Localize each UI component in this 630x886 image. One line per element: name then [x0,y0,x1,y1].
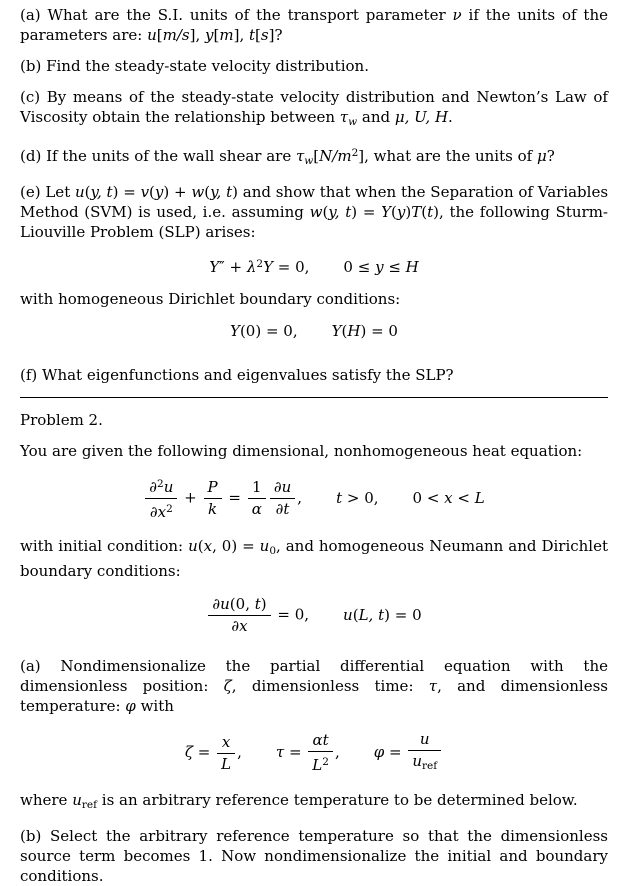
dirichlet-condition [309,606,422,624]
fraction-du0t-dx [208,595,270,636]
problem2-part-b [20,826,608,886]
text-run: u [163,478,174,496]
text-run: x [221,732,231,751]
text-run: , and homogeneous Neumann and Dirichlet boundary conditions: [20,537,609,580]
text-run: ∂t [275,500,290,518]
problem1-part-f [20,365,608,385]
text-run: ) + [163,183,192,201]
text-run: ( [421,203,428,221]
text-run: x [444,488,453,507]
text-run: (e) Let [20,183,75,201]
initial-condition-text [20,536,608,581]
text-run: ∂ [149,478,158,496]
text-run: ( [204,183,211,201]
text-run: , and dimensionless temperature: [20,677,609,715]
text-run: y [375,258,384,276]
problem1-part-e [20,182,608,242]
text-run: = [223,488,246,507]
equation-dirichlet-bc [20,321,608,341]
text-run: u [72,791,82,809]
text-run: Y [381,203,392,221]
condition-space [379,489,485,507]
text-run: w [348,116,358,128]
text-run: ) [405,203,412,221]
equals-operator [224,489,246,507]
problem2-part-a [20,656,608,716]
text-run: u [259,537,270,555]
denominator [145,499,177,522]
denominator [308,752,333,775]
text-run: v [140,183,150,201]
text-run: w [191,183,205,201]
equation-nondimensional-vars [20,730,608,776]
equation-heat [20,475,608,522]
text-run: (0) = 0, [239,322,298,340]
denominator [208,616,270,636]
text-run: Y [230,322,240,340]
text-run: τ [275,743,285,761]
text-run: s [260,26,269,44]
fraction-du-dt [270,478,295,519]
text-run: t [336,488,343,507]
fraction-P-k [204,478,222,519]
text-run: m/s [162,26,190,44]
fraction-alphat-L2 [308,731,333,775]
text-run: ( [197,537,204,555]
text-run: ″ + [219,258,247,276]
fraction-x-L [217,733,235,774]
text-run: ∂x [231,617,248,635]
text-run: ref [422,760,438,772]
text-run: Y [209,258,220,276]
problem2-intro [20,441,608,461]
text-run: w [304,155,314,167]
text-run: + [179,488,202,507]
numerator [145,475,177,499]
text-run: , [297,488,303,507]
text-run: m [219,26,234,44]
text-run: τ [339,108,349,126]
text-run: [ [313,147,320,165]
text-run: ( [391,203,397,221]
problem1-part-a [20,5,608,45]
text-run: ) and show that when the Separation of Variables Method (SVM) is used, i.e. assuming [20,183,609,221]
text-run: u [188,537,198,555]
text-run: μ [536,147,547,165]
text-run: L [221,754,232,773]
text-run: 1 [252,478,262,496]
text-run: τ [295,147,305,165]
tau-lhs [242,743,306,761]
problem1-part-b [20,56,608,76]
fraction-u-uref [408,730,441,776]
text-run: N/m [319,147,352,165]
problem2-heading [20,410,608,430]
text-run: (a) What are the S.I. units of the transport parameter [20,6,453,24]
text-run: φ [373,743,385,761]
text-run: [ [156,26,163,44]
text-run: ref [81,799,97,811]
text-run: y, t [90,183,113,201]
text-run: αt [312,731,329,749]
text-run: = [384,743,407,761]
text-run: H [405,258,419,276]
text-run: y, t [328,203,352,221]
text-run: u [412,752,423,770]
text-run: where [20,791,73,809]
text-run: ]? [268,26,283,44]
text-run: y, t [210,183,233,201]
text-run: , [237,743,242,761]
text-run: x [203,537,213,555]
numerator [308,731,333,752]
text-run: λ [246,258,257,276]
text-run: u [343,605,353,624]
numerator [217,733,235,754]
text-run: ? [546,147,555,165]
text-run: = [193,743,216,761]
text-run: y [205,26,214,44]
text-run: L [474,488,485,507]
text-run: ( [341,322,348,340]
text-run: < [452,488,475,507]
text-run: u [147,26,157,44]
denominator [248,499,266,519]
text-run: 2 [256,258,264,270]
text-run: (c) By means of the steady-state velocity distribution and Newton’s Law of Viscosity obtain the relationship between [20,88,608,126]
text-run: ( [149,183,155,201]
text-run: P [207,478,218,496]
denominator [270,499,295,519]
text-run: ), the following Sturm-Liouville Problem (SLP) arises: [20,203,609,241]
text-run: ) = 0 [360,322,398,340]
text-run: > 0, [342,488,379,507]
text-run: k [208,500,218,518]
plus-operator [179,489,201,507]
equation-neumann-bc [20,595,608,636]
text-run: ≤ [383,258,406,276]
text-run: 2 [322,756,329,768]
text-run: and [357,108,395,126]
condition-time [302,489,378,507]
text-run: ζ [184,743,193,761]
text-run: ], [189,26,206,44]
text-run: , 0) = [212,537,260,555]
text-run: ( [84,183,91,201]
problem1-part-c [20,87,608,132]
text-run: [ [213,26,220,44]
text-run: 2 [157,478,164,490]
text-run: , [334,743,340,761]
text-run: ∂u [273,478,292,496]
numerator [204,478,222,499]
fraction-1-alpha [248,478,266,519]
text-run: ) = [112,183,141,201]
denominator [204,499,222,519]
text-run: L [312,756,323,774]
text-run: . [448,108,453,126]
denominator [408,751,441,776]
uref-note [20,790,608,815]
text-run: y [154,183,164,201]
text-run: 2 [351,147,359,159]
text-run: 0 < [412,488,445,507]
numerator [208,595,270,616]
text-run: ], what are the units of [358,147,537,165]
numerator [408,730,441,751]
text-run: u [419,730,430,748]
text-run: 2 [166,503,173,515]
text-run: w [309,203,323,221]
text-run: t [427,203,434,221]
text-run: (f) What eigenfunctions and eigenvalues satisfy the SLP? [20,366,454,384]
text-run: T [411,203,422,221]
text-run: τ [428,677,438,695]
text-run: = [284,743,307,761]
text-run: (b) Select the arbitrary reference temperature so that the dimensionless source term becomes 1. Now nondimensionalize the initial and boundary conditions. [20,827,608,885]
text-run: (b) Find the steady-state velocity distribution. [20,57,369,75]
text-run: You are given the following dimensional, nonhomogeneous heat equation: [20,442,583,460]
fraction-d2u-dx2 [145,475,177,522]
text-run: [ [255,26,261,44]
section-divider [20,397,608,398]
text-run: = 0, [272,258,310,276]
text-run: ) = 0 [384,605,422,624]
equals-zero [273,606,309,624]
numerator [270,478,295,499]
text-run: φ [125,697,136,715]
text-run: ν [452,6,462,24]
text-run: (a) Nondimensionalize the partial differential equation with the dimensionless position: [20,657,608,695]
numerator [248,478,266,499]
text-run: = 0, [272,605,310,624]
text-run: ∂x [149,503,167,521]
text-run: y [396,203,406,221]
text-run: u [75,183,85,201]
text-run: ( [352,605,359,624]
text-run: Problem 2. [20,411,103,429]
zeta-lhs [185,743,215,761]
text-run: μ, U, H [394,108,449,126]
denominator [217,754,235,774]
text-run: , dimensionless time: [231,677,429,695]
text-run: ζ [223,677,232,695]
dirichlet-note [20,289,608,309]
text-run: H [347,322,361,340]
text-run: L, t [358,605,385,624]
text-run: (0, [229,595,255,613]
text-run: (d) If the units of the wall shear are [20,147,296,165]
problem1-part-d [20,143,608,171]
equation-slp [20,254,608,277]
text-run: ( [322,203,329,221]
text-run: is an arbitrary reference temperature to be determined below. [97,791,578,809]
text-run: t [249,26,256,44]
text-run: t [254,595,261,613]
text-run: with [135,697,174,715]
text-run: ) [260,595,267,613]
text-run: Y [331,322,342,340]
text-run: ) = [351,203,382,221]
text-run: ], [233,26,249,44]
text-run: α [251,500,262,518]
text-run: if the units of the parameters are: [20,6,608,44]
phi-lhs [340,743,407,761]
text-run: ∂u [212,595,230,613]
text-run: 0 [269,545,277,557]
text-run: 0 ≤ [343,258,376,276]
comma [335,743,340,761]
text-run: with initial condition: [20,537,189,555]
text-run: with homogeneous Dirichlet boundary conditions: [20,290,401,308]
text-run: Y [263,258,273,276]
